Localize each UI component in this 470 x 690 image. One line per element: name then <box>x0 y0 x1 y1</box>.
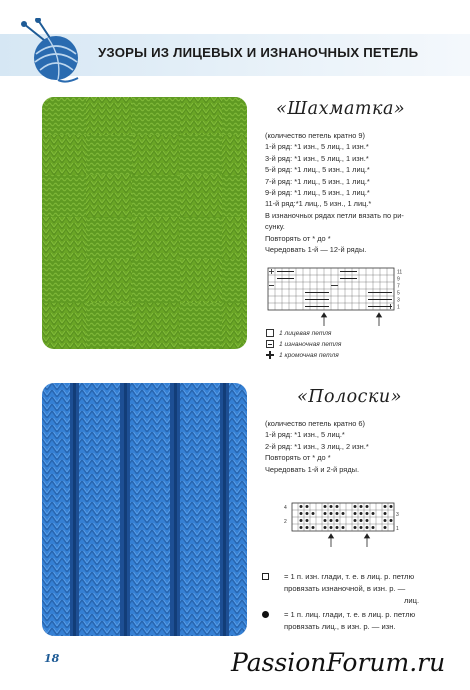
legend-line: провязать лиц., в изн. р. — изн. <box>284 622 396 631</box>
legend-knit-stitch <box>266 329 331 337</box>
checkerboard-knit-photo <box>42 97 247 349</box>
legend-label: 1 изнаночная петля <box>279 340 342 348</box>
instruction-line: 3-й ряд: *1 изн., 5 лиц., 1 изн.* <box>265 153 369 163</box>
page-number: 18 <box>44 652 60 665</box>
legend-edge-stitch <box>266 351 339 359</box>
chart-row-number: 3 <box>397 297 400 304</box>
instruction-line: Чередовать 1-й — 12-й ряды. <box>265 245 367 255</box>
legend-line: лиц. <box>404 596 420 605</box>
stripes-knit-photo <box>42 383 247 636</box>
chart-row-number: 1 <box>396 526 399 532</box>
instruction-line: 1-й ряд: *1 изн., 5 лиц., 1 изн.* <box>265 142 369 152</box>
legend-purl-stitch <box>266 340 341 348</box>
chart-row-number: 3 <box>396 512 399 518</box>
repeat-arrow-icon <box>322 313 327 326</box>
legend-knit-stockinette <box>284 609 415 633</box>
chart-row-number: 2 <box>284 519 287 525</box>
chart-row-number: 11 <box>397 269 403 276</box>
legend-line: = 1 п. изн. глади, т. е. в лиц. р. петлю <box>284 572 415 581</box>
repeat-arrow-icon <box>377 313 382 326</box>
chart-row-number: 5 <box>397 290 400 297</box>
legend-line: провязать изнаночной, в изн. р. — <box>284 584 406 593</box>
repeat-arrow-icon <box>329 534 334 547</box>
legend-purl-stockinette <box>284 571 419 607</box>
edge-plus-icon <box>266 351 274 359</box>
chart-grid <box>268 268 394 310</box>
square-icon <box>262 573 269 580</box>
instruction-line: 2-й ряд: *1 изн., 3 лиц., 2 изн.* <box>265 441 369 451</box>
legend-line: = 1 п. лиц. глади, т. е. в лиц. р. петлю <box>284 610 416 619</box>
instruction-line: 1-й ряд: *1 изн., 5 лиц.* <box>265 430 345 440</box>
instruction-line: Чередовать 1-й и 2-й ряды. <box>265 464 359 474</box>
instruction-line: (количество петель кратно 9) <box>265 131 365 140</box>
purl-square-icon <box>266 340 274 348</box>
chart-grid <box>292 503 394 531</box>
chart-row-number: 4 <box>284 505 287 511</box>
section-title: УЗОРЫ ИЗ ЛИЦЕВЫХ И ИЗНАНОЧНЫХ ПЕТЕЛЬ <box>98 45 419 60</box>
pattern-title-checkerboard: «Шахматка» <box>276 99 406 119</box>
pattern-instructions-stripes <box>265 418 369 475</box>
knit-square-icon <box>266 329 274 337</box>
pattern-instructions-checkerboard <box>265 130 404 255</box>
yarn-ball-logo-icon <box>18 18 96 86</box>
instruction-line: 5-й ряд: *1 лиц., 5 изн., 1 лиц.* <box>265 165 370 175</box>
instruction-line: сунку. <box>265 222 285 232</box>
legend-label: 1 кромочная петля <box>279 351 339 359</box>
instruction-line: Повторять от * до * <box>265 233 331 243</box>
chart-row-number: 7 <box>397 283 400 290</box>
instruction-line: 7-й ряд: *1 лиц., 5 изн., 1 лиц.* <box>265 176 370 186</box>
pattern-title-stripes: «Полоски» <box>297 387 402 407</box>
knitting-chart-stripes <box>282 500 408 550</box>
instruction-line: (количество петель кратно 6) <box>265 419 365 428</box>
instruction-line: 9-й ряд: *1 лиц., 5 изн., 1 лиц.* <box>265 188 370 198</box>
instruction-line: В изнаночных рядах петли вязать по ри- <box>265 210 404 220</box>
legend-label: 1 лицевая петля <box>279 329 332 337</box>
dot-icon <box>262 611 269 618</box>
instruction-line: 11-й ряд:*1 лиц., 5 изн., 1 лиц.* <box>265 199 372 209</box>
chart-row-number: 1 <box>397 304 400 311</box>
instruction-line: Повторять от * до * <box>265 453 331 463</box>
repeat-arrow-icon <box>365 534 370 547</box>
site-watermark: PassionForum.ru <box>231 648 446 677</box>
chart-row-number: 9 <box>397 276 400 283</box>
knitting-chart-checkerboard <box>266 266 412 328</box>
